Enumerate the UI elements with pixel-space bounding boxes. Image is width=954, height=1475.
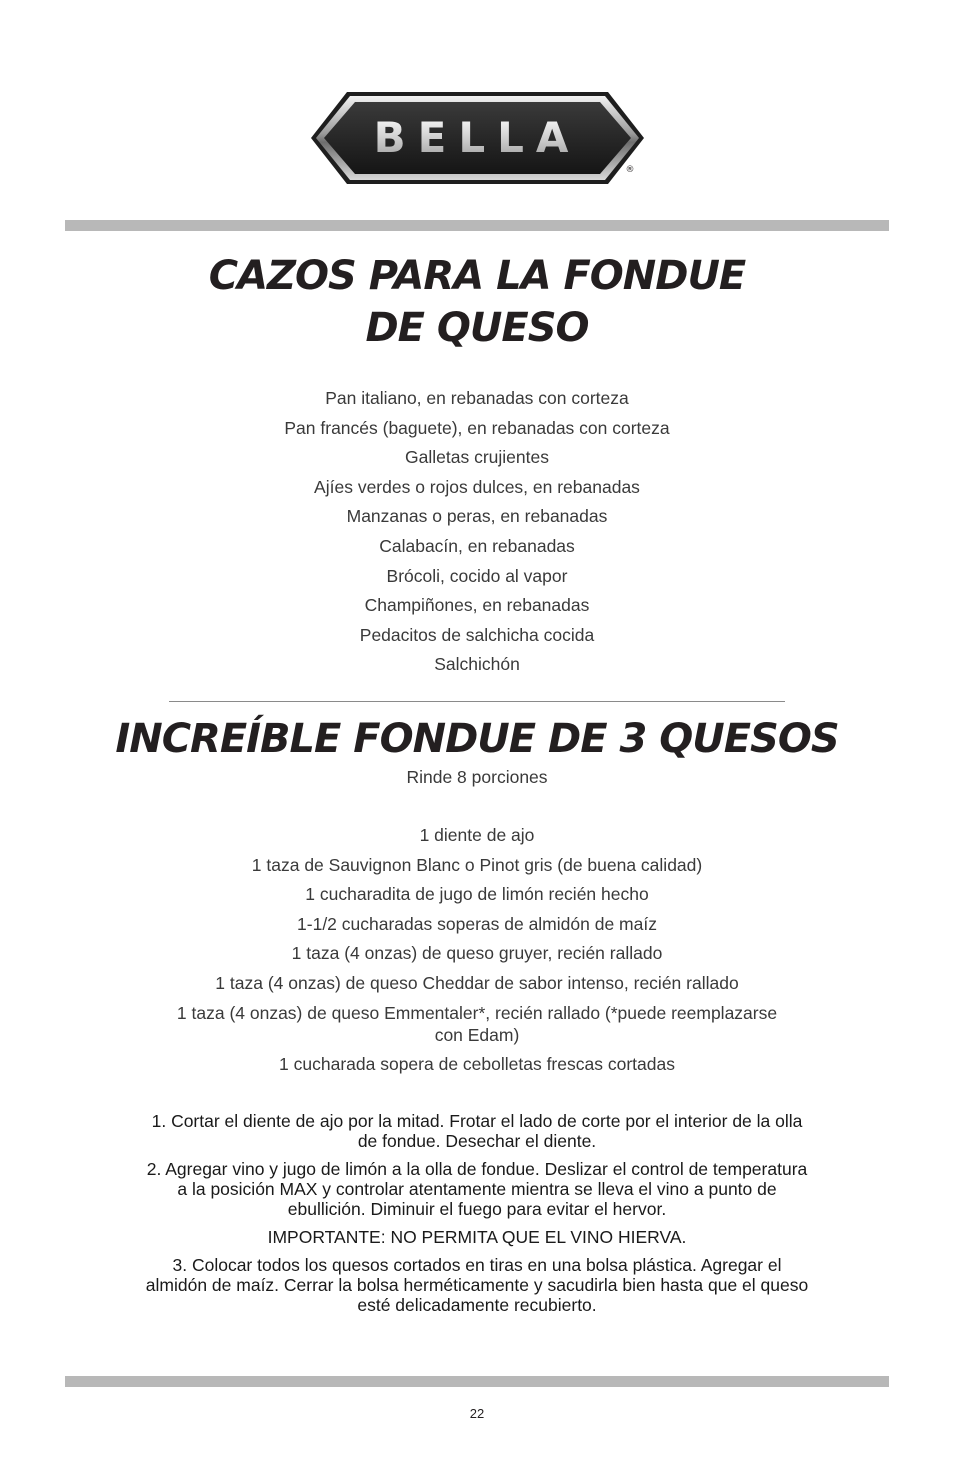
ingredient-item: 1 cucharadita de jugo de limón recién hecho (305, 884, 649, 905)
step-paragraph: 2. Agregar vino y jugo de limón a la olla de fondue. Deslizar el control de temperatura a la posición MAX y controlar atentamente mientra se lleva el vino a punto de ebullición. Diminuir el fuego para evitar el hervor. (146, 1159, 808, 1219)
ingredient-item: 1 cucharada sopera de cebolletas frescas cortadas (279, 1054, 675, 1075)
dipper-item: Pan francés (baguete), en rebanadas con corteza (284, 417, 670, 438)
dipper-list (0, 386, 954, 682)
section2-title: INCREÍBLE FONDUE DE 3 QUESOS (115, 716, 839, 762)
dipper-item: Pedacitos de salchicha cocida (359, 624, 595, 645)
dipper-item: Pan italiano, en rebanadas con corteza (325, 388, 629, 408)
dipper-item: Galletas crujientes (405, 447, 549, 468)
servings-text: Rinde 8 porciones (406, 767, 548, 787)
logo-wordmark: BELLA (373, 113, 581, 162)
important-note: IMPORTANTE: NO PERMITA QUE EL VINO HIERVA. (267, 1227, 687, 1247)
dipper-item: Brócoli, cocido al vapor (386, 565, 568, 586)
instruction-steps (140, 1111, 814, 1323)
ingredient-list (0, 824, 954, 1083)
dipper-item: Salchichón (434, 654, 520, 675)
ingredient-item: 1 taza (4 onzas) de queso Cheddar de sabor intenso, recién rallado (215, 972, 739, 993)
bottom-divider-bar (65, 1376, 889, 1387)
registered-mark: ® (625, 165, 635, 175)
dipper-item: Calabacín, en rebanadas (379, 535, 575, 556)
ingredient-item: 1 taza de Sauvignon Blanc o Pinot gris (de buena calidad) (251, 854, 703, 875)
section1-title-line2: DE QUESO (365, 305, 589, 351)
bella-logo (305, 88, 650, 188)
dipper-item: Champiñones, en rebanadas (364, 595, 590, 616)
ingredient-item: 1 taza (4 onzas) de queso gruyer, recién rallado (291, 943, 663, 964)
ingredient-item: 1 diente de ajo (419, 825, 535, 845)
dipper-item: Ajíes verdes o rojos dulces, en rebanadas (314, 476, 640, 497)
section1-title (0, 250, 954, 354)
dipper-item: Manzanas o peras, en rebanadas (346, 506, 608, 527)
step-paragraph: 3. Colocar todos los quesos cortados en tiras en una bolsa plástica. Agregar el almidón de maíz. Cerrar la bolsa herméticamente y sacudirla bien hasta que el queso esté delicadamente recubierto. (145, 1255, 809, 1315)
ingredient-item: 1 taza (4 onzas) de queso Emmentaler*, recién rallado (*puede reemplazarse con Edam) (176, 1002, 778, 1045)
ingredient-item: 1-1/2 cucharadas soperas de almidón de maíz (297, 913, 657, 934)
section1-title-line1: CAZOS PARA LA FONDUE (208, 253, 746, 299)
page-number: 22 (469, 1406, 485, 1421)
section-divider (169, 701, 785, 702)
top-divider-bar (65, 220, 889, 231)
bella-logo-graphic (305, 88, 650, 188)
step-paragraph: 1. Cortar el diente de ajo por la mitad. Frotar el lado de corte por el interior de la olla de fondue. Desechar el diente. (151, 1111, 803, 1151)
